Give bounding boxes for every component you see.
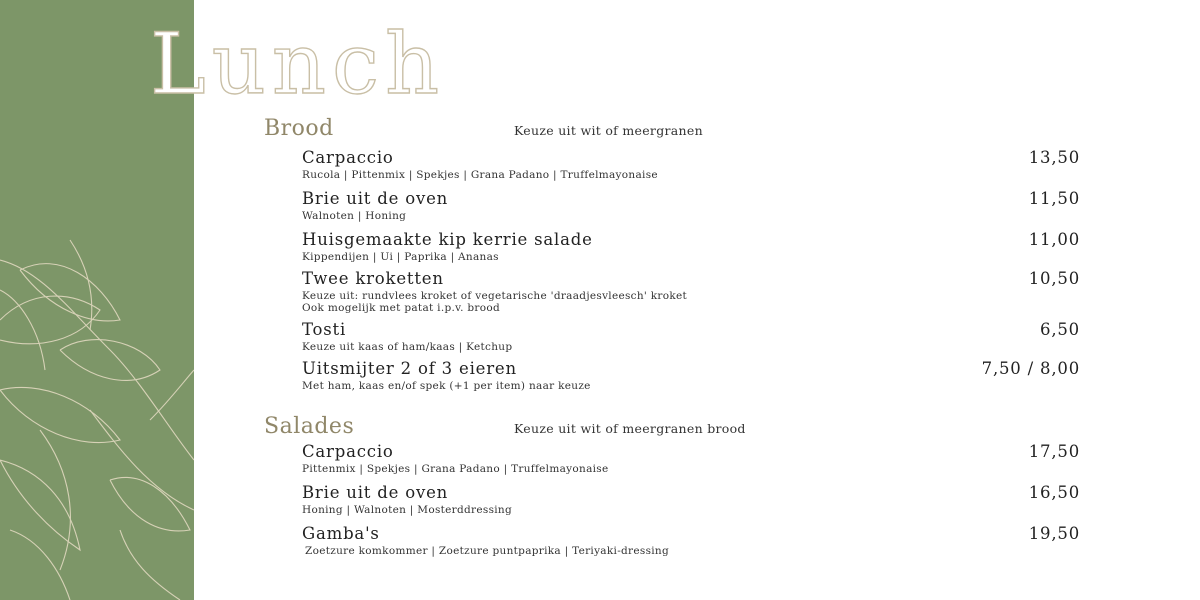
item-price: 11,50 — [1028, 189, 1080, 208]
menu-item — [302, 320, 1080, 353]
item-description: Pittenmix | Spekjes | Grana Padano | Truffelmayonaise — [302, 463, 609, 475]
item-description: Rucola | Pittenmix | Spekjes | Grana Padano | Truffelmayonaise — [302, 169, 658, 181]
menu-item — [302, 148, 1080, 181]
item-price: 10,50 — [1028, 269, 1080, 288]
item-name: Uitsmijter 2 of 3 eieren — [302, 359, 517, 378]
item-price: 17,50 — [1028, 442, 1080, 461]
item-price: 19,50 — [1028, 524, 1080, 543]
item-price: 6,50 — [1040, 320, 1080, 339]
item-description: Walnoten | Honing — [302, 210, 407, 222]
floral-illustration — [0, 230, 194, 600]
item-description-extra: Ook mogelijk met patat i.p.v. brood — [302, 302, 500, 314]
item-name: Tosti — [302, 320, 347, 339]
menu-item — [302, 189, 1080, 222]
item-description: Keuze uit: rundvlees kroket of vegetarische 'draadjesvleesch' kroket — [302, 290, 688, 302]
item-description: Honing | Walnoten | Mosterddressing — [302, 504, 512, 516]
item-price: 13,50 — [1028, 148, 1080, 167]
section-header-salades — [264, 414, 746, 439]
item-price: 11,00 — [1028, 230, 1080, 249]
item-name: Gamba's — [302, 524, 380, 543]
item-price: 7,50 / 8,00 — [981, 359, 1080, 378]
menu-item — [302, 442, 1080, 475]
item-price: 16,50 — [1028, 483, 1080, 502]
item-name: Brie uit de oven — [302, 483, 449, 502]
section-name: Brood — [264, 116, 334, 141]
menu-item — [302, 524, 1080, 557]
item-description: Kippendijen | Ui | Paprika | Ananas — [302, 251, 499, 263]
menu-item — [302, 230, 1080, 263]
section-header-brood — [264, 116, 703, 141]
item-description: Keuze uit kaas of ham/kaas | Ketchup — [302, 341, 513, 353]
item-description: Zoetzure komkommer | Zoetzure puntpaprika | Teriyaki-dressing — [305, 545, 670, 557]
section-note: Keuze uit wit of meergranen brood — [514, 421, 746, 436]
page-title: Lunch — [150, 15, 446, 113]
item-name: Huisgemaakte kip kerrie salade — [302, 230, 593, 249]
menu-item — [302, 359, 1080, 392]
section-name: Salades — [264, 414, 355, 439]
menu-item — [302, 269, 1080, 314]
item-name: Carpaccio — [302, 442, 394, 461]
item-description: Met ham, kaas en/of spek (+1 per item) naar keuze — [302, 380, 591, 392]
item-name: Carpaccio — [302, 148, 394, 167]
item-name: Twee kroketten — [302, 269, 444, 288]
section-note: Keuze uit wit of meergranen — [514, 123, 703, 138]
menu-item — [302, 483, 1080, 516]
item-name: Brie uit de oven — [302, 189, 449, 208]
